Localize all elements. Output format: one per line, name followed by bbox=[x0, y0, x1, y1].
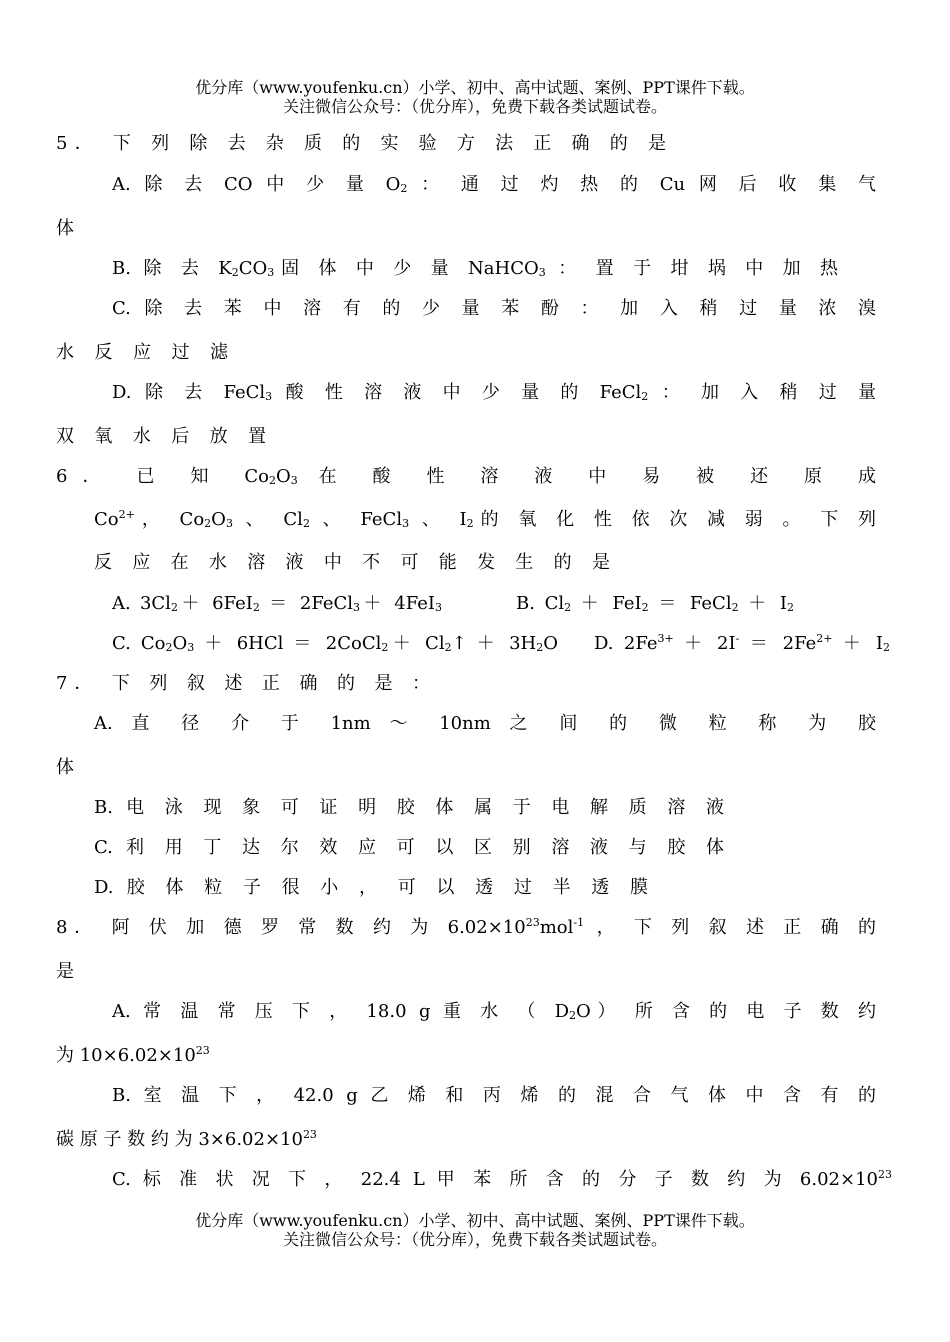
q5-option-a: A. 除 去 CO 中 少 量 $O_2$ ： 通 过 灼 热 的 Cu 网 后 收 集 气 bbox=[112, 174, 876, 195]
q7-stem: 7． 下 列 叙 述 正 确 的 是 ： bbox=[56, 673, 430, 694]
q7-option-d: D. 胶 体 粒 子 很 小 ， 可 以 透 过 半 透 膜 bbox=[94, 877, 648, 898]
footer-line-2: 关注微信公众号：（优分库），免费下载各类试题试卷。 bbox=[282, 1230, 667, 1249]
q7-option-a: A. 直 径 介 于 1nm ～ 10nm 之 间 的 微 粒 称 为 胶 bbox=[94, 713, 876, 734]
q5-option-c-wrap: 水 反 应 过 滤 bbox=[56, 342, 228, 363]
q8-option-a-wrap: 为 $10\times 6.02\times 10^{23}$ bbox=[56, 1044, 210, 1066]
q8-option-c: C. 标 准 状 况 下 ， 22.4 L 甲 苯 所 含 的 分 子 数 约 为 $6.02\times 10^{23}$ bbox=[112, 1168, 892, 1190]
q5-option-d-wrap: 双 氧 水 后 放 置 bbox=[56, 426, 266, 447]
q8-option-a: A. 常 温 常 压 下 ， 18.0 g 重 水 （ $D_2O$） 所 含 的 电 子 数 约 bbox=[112, 1001, 876, 1022]
q6-option-b: B. $Cl_2 + FeI_2$ ＝ FeCl$_2$ ＋ $I_2$ bbox=[516, 593, 794, 614]
q7-option-c: C. 利 用 丁 达 尔 效 应 可 以 区 别 溶 液 与 胶 体 bbox=[94, 837, 724, 858]
q8-stem: 8． 阿 伏 加 德 罗 常 数 约 为 $6.02\times 10^{23}mol^{-1}$ ， 下 列 叙 述 正 确 的 bbox=[56, 916, 876, 938]
q8-stem-wrap: 是 bbox=[56, 961, 74, 982]
footer-line-1: 优分库（www.youfenku.cn）小学、初中、高中试题、案例、PPT课件下载。 bbox=[195, 1211, 755, 1230]
q6-stem: 6． 已 知 $Co_2O_3$ 在 酸 性 溶 液 中 易 被 还 原 成 bbox=[56, 466, 877, 487]
q6-option-c: C. $Co_2O_3 + 6HCl$ ＝ 2CoCl$_2$＋ $Cl_2↑ + 3H_2O$ bbox=[112, 633, 558, 654]
q5-option-a-wrap: 体 bbox=[56, 218, 74, 239]
q6-option-d: D. $2Fe^{3+} + 2I^- = 2Fe^{2+} + I_2$ bbox=[594, 632, 890, 654]
q5-stem: 5． 下 列 除 去 杂 质 的 实 验 方 法 正 确 的 是 bbox=[56, 133, 666, 154]
q6-stem-line-3: 反 应 在 水 溶 液 中 不 可 能 发 生 的 是 bbox=[94, 552, 610, 573]
q7-option-a-wrap: 体 bbox=[56, 757, 74, 778]
page-header bbox=[0, 78, 950, 116]
header-line-1: 优分库（www.youfenku.cn）小学、初中、高中试题、案例、PPT课件下载。 bbox=[195, 78, 755, 97]
header-line-2: 关注微信公众号：（优分库），免费下载各类试题试卷。 bbox=[282, 97, 667, 116]
q5-option-b: B. 除 去 $K_2CO_3$固 体 中 少 量 NaHCO$_3$ ： 置 于 坩 埚 中 加 热 bbox=[112, 258, 838, 279]
q6-stem-line-2: $Co^{2+}$， $Co_2O_3$ 、 $Cl_2$ 、 FeCl$_3$ 、 $I_2$的 氧 化 性 依 次 减 弱 。 下 列 bbox=[94, 508, 876, 530]
q8-option-b: B. 室 温 下 ， 42.0 g 乙 烯 和 丙 烯 的 混 合 气 体 中 含 有 的 bbox=[112, 1085, 876, 1106]
q5-option-c: C. 除 去 苯 中 溶 有 的 少 量 苯 酚 ： 加 入 稍 过 量 浓 溴 bbox=[112, 298, 876, 319]
q5-option-d: D. 除 去 FeCl$_3$ 酸 性 溶 液 中 少 量 的 FeCl$_2$ ： 加 入 稍 过 量 bbox=[112, 382, 876, 403]
page-footer bbox=[0, 1211, 950, 1249]
q6-option-a: A. $3Cl_2+ 6FeI_2$ ＝ 2FeCl$_3$＋ 4FeI$_3$ bbox=[112, 593, 442, 614]
q8-option-b-wrap: 碳 原 子 数 约 为 $3\times 6.02\times 10^{23}$ bbox=[56, 1128, 317, 1150]
q7-option-b: B. 电 泳 现 象 可 证 明 胶 体 属 于 电 解 质 溶 液 bbox=[94, 797, 724, 818]
